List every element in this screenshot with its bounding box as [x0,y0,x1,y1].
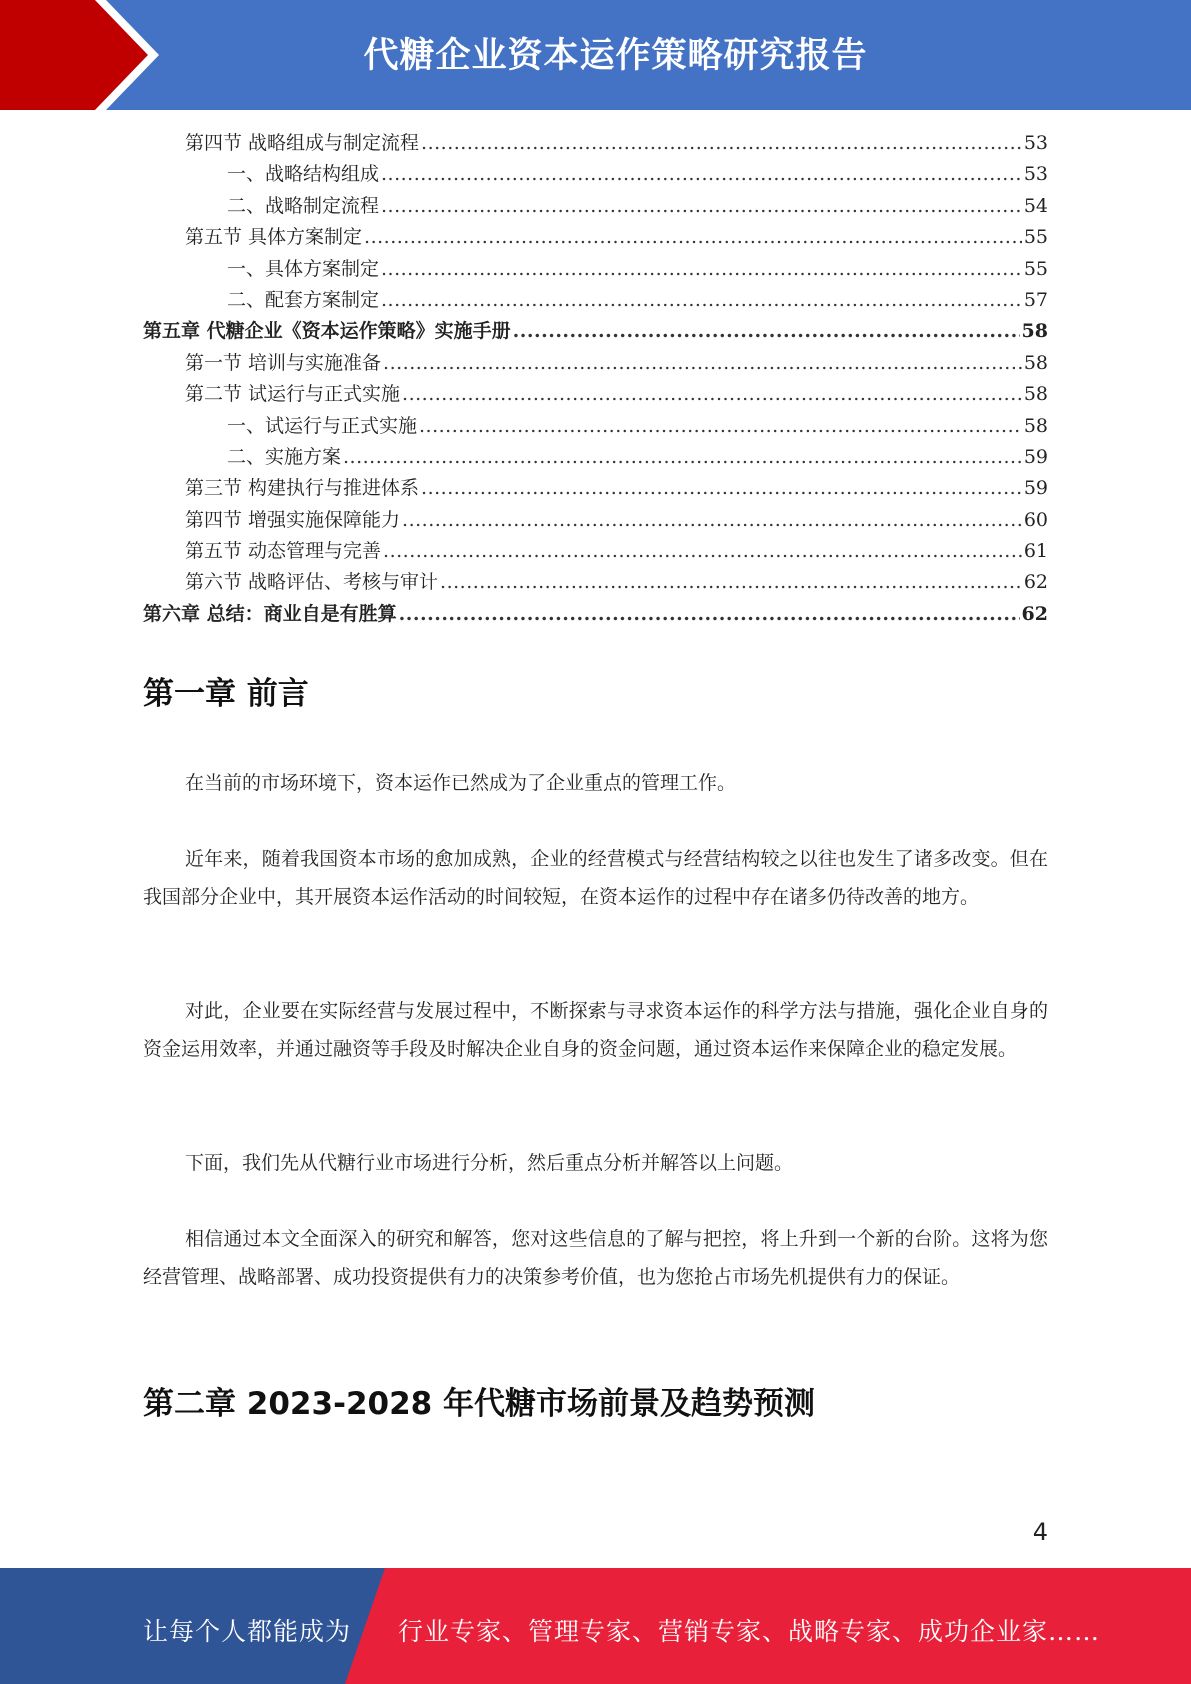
toc-entry[interactable] [143,316,1048,347]
toc-leader-dots [381,285,1022,316]
toc-entry-page: 57 [1023,288,1048,311]
table-of-contents [143,128,1048,630]
toc-entry[interactable] [143,473,1048,504]
toc-entry-page: 55 [1023,257,1048,280]
toc-leader-dots [440,567,1022,598]
page-number: 4 [1032,1518,1048,1546]
toc-entry-page: 62 [1021,602,1048,625]
toc-leader-dots [421,128,1022,159]
paragraph: 对此，企业要在实际经营与发展过程中，不断探索与寻求资本运作的科学方法与措施，强化企业自身的资金运用效率，并通过融资等手段及时解决企业自身的资金问题，通过资本运作来保障企业的稳定发展。 [143,1000,1048,1060]
footer-slogan-right: 行业专家、管理专家、营销专家、战略专家、成功企业家…… [398,1617,1101,1646]
toc-entry[interactable] [143,411,1048,442]
toc-entry[interactable] [143,254,1048,285]
toc-entry[interactable] [143,599,1048,630]
paragraph: 近年来，随着我国资本市场的愈加成熟，企业的经营模式与经营结构较之以往也发生了诸多改变。但在我国部分企业中，其开展资本运作活动的时间较短，在资本运作的过程中存在诸多仍待改善的地方。 [143,848,1048,908]
toc-entry-label: 一、具体方案制定 [227,257,380,280]
toc-leader-dots [402,379,1022,410]
toc-entry-label: 第六节 战略评估、考核与审计 [185,571,439,594]
paragraph: 下面，我们先从代糖行业市场进行分析，然后重点分析并解答以上问题。 [185,1152,794,1174]
toc-entry[interactable] [143,159,1048,190]
toc-entry-label: 二、实施方案 [227,445,342,468]
report-title: 代糖企业资本运作策略研究报告 [363,36,868,76]
toc-entry-page: 54 [1023,194,1048,217]
paragraph: 在当前的市场环境下，资本运作已然成为了企业重点的管理工作。 [185,772,737,794]
toc-entry-label: 第二节 试运行与正式实施 [185,383,401,406]
toc-entry-label: 第三节 构建执行与推进体系 [185,477,420,500]
toc-entry-page: 53 [1023,163,1048,186]
toc-entry[interactable] [143,285,1048,316]
paragraph: 相信通过本文全面深入的研究和解答，您对这些信息的了解与把控，将上升到一个新的台阶。这将为您经营管理、战略部署、成功投资提供有力的决策参考价值，也为您抢占市场先机提供有力的保证。 [143,1228,1048,1288]
toc-leader-dots [381,254,1022,285]
toc-entry-label: 第四节 战略组成与制定流程 [185,132,420,154]
toc-leader-dots [383,536,1022,567]
toc-entry[interactable] [143,348,1048,379]
toc-entry[interactable] [143,128,1048,159]
toc-entry-page: 58 [1023,351,1048,374]
toc-entry-label: 一、战略结构组成 [227,163,380,186]
toc-entry-page: 60 [1023,508,1048,531]
toc-entry-page: 62 [1023,571,1048,594]
toc-entry-label: 第五章 代糖企业《资本运作策略》实施手册 [143,320,511,343]
toc-leader-dots [381,191,1022,222]
toc-entry-page: 61 [1023,540,1048,563]
toc-entry-label: 第五节 动态管理与完善 [185,540,382,563]
toc-entry-page: 58 [1021,320,1048,343]
chapter-1-title: 第一章 前言 [143,676,309,712]
toc-leader-dots [513,316,1020,347]
footer-slogan-left: 让每个人都能成为 [143,1617,352,1646]
toc-entry-page: 59 [1023,445,1048,468]
toc-entry[interactable] [143,536,1048,567]
toc-leader-dots [421,473,1022,504]
toc-entry[interactable] [143,191,1048,222]
toc-entry[interactable] [143,222,1048,253]
toc-leader-dots [364,222,1022,253]
toc-leader-dots [402,505,1022,536]
toc-leader-dots [343,442,1022,473]
toc-entry-page: 55 [1023,226,1048,249]
toc-entry[interactable] [143,567,1048,598]
toc-entry-label: 二、配套方案制定 [227,288,380,311]
toc-entry-label: 第一节 培训与实施准备 [185,351,382,374]
footer-banner [0,1568,1191,1684]
toc-entry-page: 58 [1023,383,1048,406]
toc-entry-label: 一、试运行与正式实施 [227,414,418,437]
toc-leader-dots [383,348,1022,379]
toc-entry[interactable] [143,379,1048,410]
toc-entry-label: 二、战略制定流程 [227,194,380,217]
toc-entry-page: 53 [1023,132,1048,154]
toc-entry-page: 59 [1023,477,1048,500]
toc-entry[interactable] [143,505,1048,536]
toc-entry-label: 第六章 总结：商业自是有胜算 [143,602,397,625]
toc-leader-dots [419,411,1022,442]
toc-leader-dots [399,599,1020,630]
toc-entry-label: 第四节 增强实施保障能力 [185,508,401,531]
toc-entry-label: 第五节 具体方案制定 [185,226,363,249]
chapter-2-title: 第二章 2023-2028 年代糖市场前景及趋势预测 [143,1386,816,1422]
toc-leader-dots [381,159,1022,190]
toc-entry-page: 58 [1023,414,1048,437]
header-banner [0,0,1191,110]
toc-entry[interactable] [143,442,1048,473]
